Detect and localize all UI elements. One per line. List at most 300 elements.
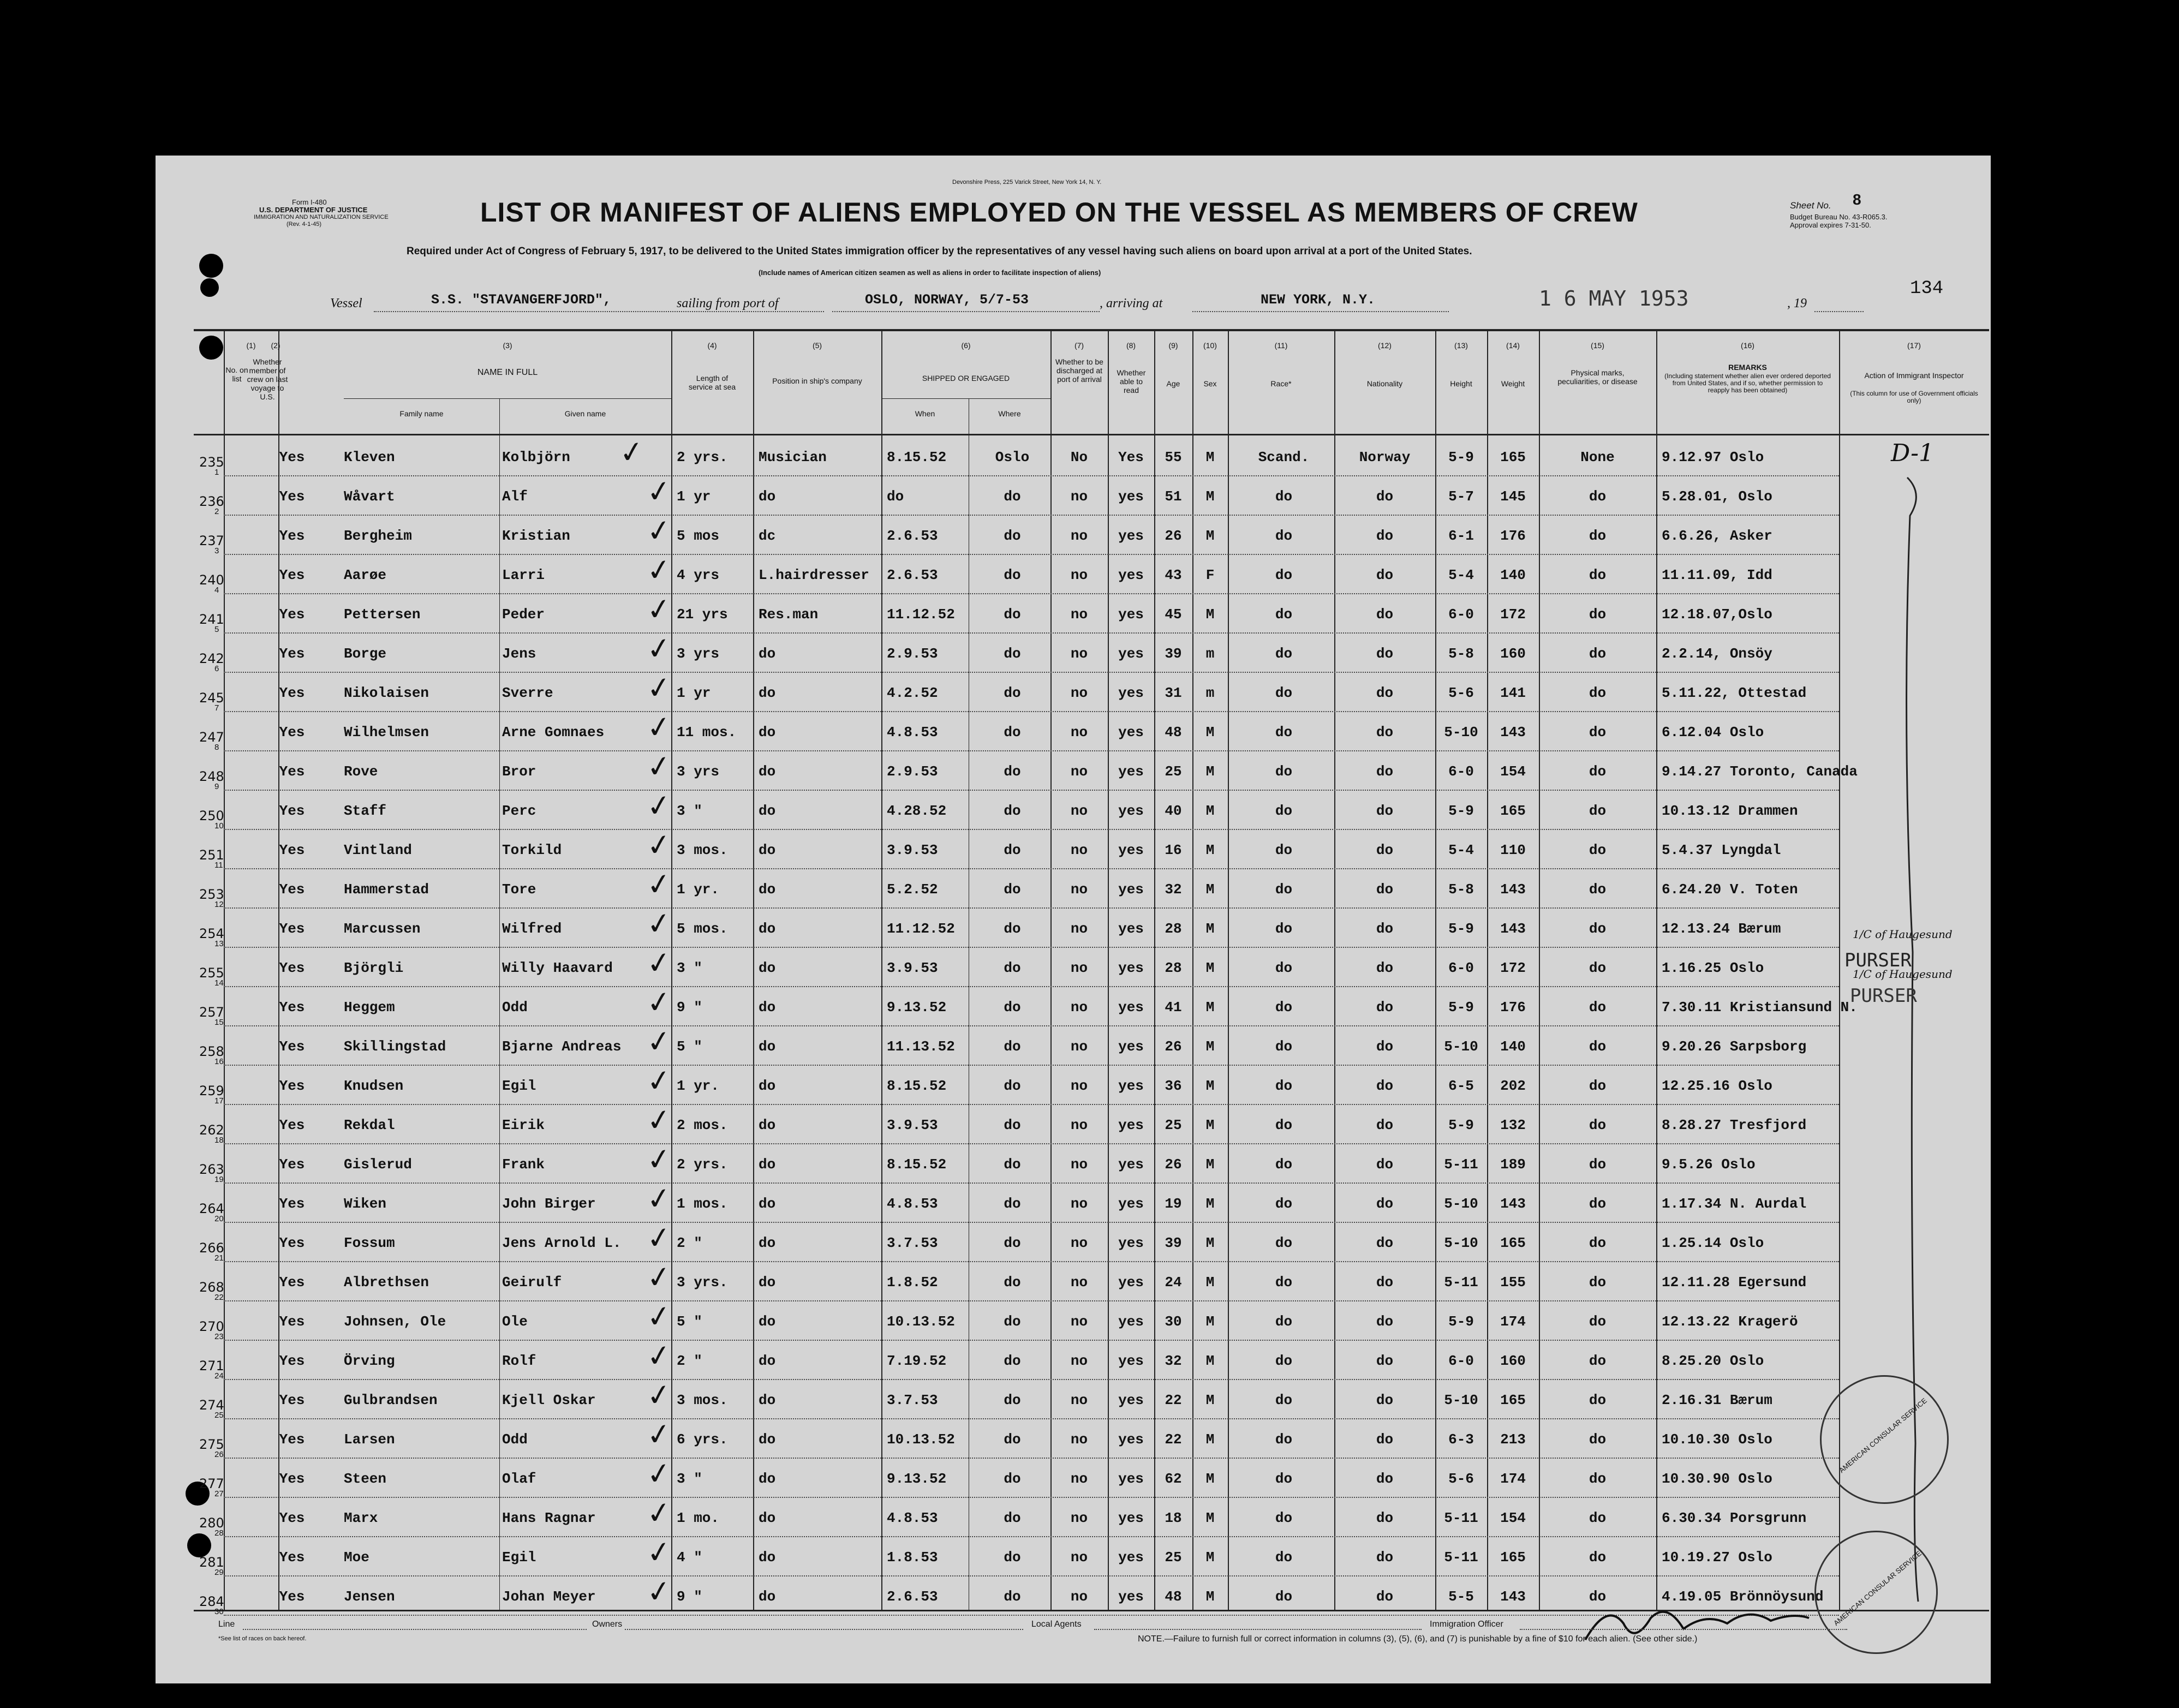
cell-race: do: [1275, 803, 1293, 819]
cell-family: Skillingstad: [344, 1038, 446, 1055]
cell-given: Kolbjörn: [502, 449, 570, 465]
printer-line: Devonshire Press, 225 Varick Street, New York 14, N. Y.: [952, 179, 1102, 186]
cell-remarks: 10.30.90 Oslo: [1662, 1471, 1772, 1487]
cell-where: do: [1004, 1471, 1021, 1487]
cell-nationality: do: [1376, 528, 1394, 544]
cell-discharged: no: [1070, 646, 1088, 662]
page-number: 134: [1910, 278, 1944, 299]
cell-member: Yes: [279, 646, 305, 662]
cell-height: 5-9: [1448, 999, 1474, 1016]
cell-family: Moe: [344, 1549, 369, 1566]
cell-age: 45: [1165, 606, 1182, 623]
row-line-number: 17: [214, 1096, 224, 1106]
cell-family: Heggem: [344, 999, 395, 1016]
checkmark-icon: ✓: [644, 669, 674, 707]
cell-read: yes: [1118, 724, 1144, 740]
cell-sex: M: [1205, 1431, 1215, 1448]
row-line-number: 14: [214, 978, 224, 988]
cell-position: do: [759, 960, 776, 976]
cell-service: 1 yr.: [677, 881, 720, 898]
cell-where: do: [1004, 842, 1021, 858]
checkmark-icon: ✓: [644, 1376, 674, 1414]
cell-where: do: [1004, 1353, 1021, 1369]
cell-race: do: [1275, 1549, 1293, 1566]
cell-member: Yes: [279, 1117, 305, 1133]
cell-member: Yes: [279, 488, 305, 505]
row-line-number: 2: [214, 507, 219, 516]
cell-when: 2.6.53: [887, 528, 938, 544]
cell-position: do: [759, 1313, 776, 1330]
cell-where: do: [1004, 1313, 1021, 1330]
row-line-number: 12: [214, 900, 224, 909]
cell-weight: 172: [1500, 960, 1526, 976]
cell-race: do: [1275, 1078, 1293, 1094]
cell-position: do: [759, 999, 776, 1016]
arrival-date-stamp: 1 6 MAY 1953: [1539, 286, 1689, 310]
cell-position: do: [759, 646, 776, 662]
cell-when: do: [887, 488, 904, 505]
cell-position: do: [759, 1510, 776, 1526]
arrival-underline: [1192, 311, 1449, 312]
checkmark-icon: ✓: [644, 865, 674, 903]
cell-age: 25: [1165, 763, 1182, 780]
cell-given: Hans Ragnar: [502, 1510, 596, 1526]
cell-member: Yes: [279, 1156, 305, 1173]
row-list-number: 284: [199, 1594, 224, 1609]
cell-service: 1 yr: [677, 488, 711, 505]
cell-race: do: [1275, 1274, 1293, 1291]
cell-when: 10.13.52: [887, 1431, 955, 1448]
cell-height: 5-11: [1444, 1156, 1478, 1173]
row-line-number: 19: [214, 1175, 224, 1184]
table-row: [156, 1140, 1991, 1186]
row-divider: [224, 868, 1839, 869]
cell-race: do: [1275, 842, 1293, 858]
cell-remarks: 1.25.14 Oslo: [1662, 1235, 1764, 1251]
cell-member: Yes: [279, 881, 305, 898]
cell-when: 3.7.53: [887, 1235, 938, 1251]
cell-nationality: do: [1376, 803, 1394, 819]
cell-member: Yes: [279, 842, 305, 858]
cell-marks: do: [1589, 567, 1607, 583]
checkmark-icon: ✓: [644, 551, 674, 589]
cell-height: 5-6: [1448, 1471, 1474, 1487]
cell-read: yes: [1118, 960, 1144, 976]
cell-weight: 160: [1500, 1353, 1526, 1369]
cell-when: 3.9.53: [887, 842, 938, 858]
footer-line: Line: [218, 1620, 235, 1629]
cell-sex: M: [1205, 1274, 1215, 1291]
col5-number: (5): [812, 341, 822, 350]
cell-given: Kristian: [502, 528, 570, 544]
cell-when: 2.6.53: [887, 567, 938, 583]
cell-discharged: no: [1070, 1313, 1088, 1330]
cell-age: 39: [1165, 1235, 1182, 1251]
cell-position: do: [759, 1196, 776, 1212]
row-divider: [224, 947, 1839, 948]
cell-height: 6-3: [1448, 1431, 1474, 1448]
row-list-number: 250: [199, 808, 224, 823]
cell-sex: M: [1205, 488, 1215, 505]
cell-age: 32: [1165, 881, 1182, 898]
cell-marks: do: [1589, 1510, 1607, 1526]
cell-when: 2.6.53: [887, 1588, 938, 1605]
cell-height: 5-8: [1448, 646, 1474, 662]
cell-sex: M: [1205, 881, 1215, 898]
cell-height: 5-6: [1448, 685, 1474, 701]
cell-member: Yes: [279, 449, 305, 465]
row-list-number: 266: [199, 1240, 224, 1256]
col3-number: (3): [503, 341, 512, 350]
checkmark-icon: ✓: [644, 1219, 674, 1257]
cell-when: 8.15.52: [887, 1156, 947, 1173]
cell-sex: m: [1205, 685, 1215, 701]
cell-service: 6 yrs.: [677, 1431, 728, 1448]
cell-marks: do: [1589, 646, 1607, 662]
table-row: [156, 826, 1991, 871]
cell-position: do: [759, 763, 776, 780]
row-line-number: 9: [214, 782, 219, 791]
col6-number: (6): [961, 341, 971, 350]
cell-marks: do: [1589, 606, 1607, 623]
cell-marks: do: [1589, 1196, 1607, 1212]
row-list-number: 257: [199, 1005, 224, 1020]
checkmark-icon: ✓: [644, 944, 674, 982]
cell-marks: do: [1589, 1156, 1607, 1173]
cell-nationality: do: [1376, 960, 1394, 976]
cell-remarks: 9.12.97 Oslo: [1662, 449, 1764, 465]
cell-family: Gislerud: [344, 1156, 412, 1173]
row-divider: [224, 750, 1839, 751]
cell-read: yes: [1118, 1471, 1144, 1487]
table-row: [156, 433, 1991, 479]
checkmark-icon: ✓: [644, 1416, 674, 1453]
checkmark-icon: ✓: [644, 905, 674, 942]
year-underline: [1814, 311, 1864, 312]
cell-remarks: 9.20.26 Sarpsborg: [1662, 1038, 1807, 1055]
col-header-family: Family name: [399, 409, 444, 418]
cell-marks: do: [1589, 1313, 1607, 1330]
cell-family: Aarøe: [344, 567, 387, 583]
cell-when: 4.8.53: [887, 1196, 938, 1212]
cell-read: yes: [1118, 685, 1144, 701]
cell-position: L.hairdresser: [759, 567, 869, 583]
cell-remarks: 9.5.26 Oslo: [1662, 1156, 1756, 1173]
cell-height: 6-1: [1448, 528, 1474, 544]
cell-height: 5-10: [1444, 1392, 1478, 1408]
cell-where: do: [1004, 1196, 1021, 1212]
cell-service: 1 yr.: [677, 1078, 720, 1094]
vessel-label: Vessel: [330, 296, 362, 310]
col4-number: (4): [707, 341, 717, 350]
cell-service: 3 yrs: [677, 646, 720, 662]
cell-member: Yes: [279, 1549, 305, 1566]
cell-service: 9 ": [677, 999, 702, 1016]
cell-given: Egil: [502, 1078, 536, 1094]
row-line-number: 23: [214, 1332, 224, 1341]
cell-given: Larri: [502, 567, 545, 583]
cell-given: Eirik: [502, 1117, 545, 1133]
cell-discharged: no: [1070, 724, 1088, 740]
cell-age: 28: [1165, 921, 1182, 937]
checkmark-icon: ✓: [644, 1180, 674, 1217]
cell-height: 5-9: [1448, 803, 1474, 819]
cell-remarks: 5.28.01, Oslo: [1662, 488, 1772, 505]
row-divider: [224, 1143, 1839, 1144]
cell-race: do: [1275, 921, 1293, 937]
cell-age: 48: [1165, 724, 1182, 740]
checkmark-icon: ✓: [644, 826, 674, 864]
col-header-no: No. on list: [225, 366, 248, 383]
cell-discharged: no: [1070, 1078, 1088, 1094]
cell-age: 19: [1165, 1196, 1182, 1212]
cell-where: do: [1004, 1431, 1021, 1448]
cell-weight: 174: [1500, 1313, 1526, 1330]
cell-read: yes: [1118, 1431, 1144, 1448]
row-line-number: 10: [214, 821, 224, 831]
table-row: [156, 944, 1991, 989]
cell-sex: M: [1205, 1588, 1215, 1605]
checkmark-icon: ✓: [644, 1494, 674, 1532]
cell-age: 26: [1165, 528, 1182, 544]
cell-age: 18: [1165, 1510, 1182, 1526]
fine-note: NOTE.—Failure to furnish full or correct information in columns (3), (5), (6), and (7) is punishable by a fine of $10 for each alien. (See other side.): [1138, 1634, 1698, 1644]
cell-when: 9.13.52: [887, 1471, 947, 1487]
col17-number: (17): [1907, 341, 1921, 350]
cell-discharged: no: [1070, 842, 1088, 858]
cell-nationality: do: [1376, 1117, 1394, 1133]
table-row: [156, 512, 1991, 557]
cell-where: do: [1004, 1588, 1021, 1605]
cell-where: do: [1004, 488, 1021, 505]
cell-given: Perc: [502, 803, 536, 819]
cell-age: 25: [1165, 1117, 1182, 1133]
cell-service: 5 ": [677, 1038, 702, 1055]
table-row: [156, 1455, 1991, 1500]
cell-read: yes: [1118, 528, 1144, 544]
cell-read: yes: [1118, 1510, 1144, 1526]
footer-local-agents: Local Agents: [1031, 1620, 1082, 1629]
checkmark-icon: ✓: [644, 983, 674, 1021]
cell-where: do: [1004, 1235, 1021, 1251]
cell-where: do: [1004, 1549, 1021, 1566]
cell-family: Larsen: [344, 1431, 395, 1448]
table-row: [156, 1219, 1991, 1264]
cell-marks: do: [1589, 1588, 1607, 1605]
checkmark-icon: ✓: [644, 1533, 674, 1571]
row-list-number: 264: [199, 1201, 224, 1216]
cell-remarks: 12.13.22 Kragerö: [1662, 1313, 1798, 1330]
cell-member: Yes: [279, 1313, 305, 1330]
cell-marks: do: [1589, 1392, 1607, 1408]
cell-when: 9.13.52: [887, 999, 947, 1016]
row-divider: [224, 672, 1839, 673]
cell-marks: do: [1589, 921, 1607, 937]
row-list-number: 253: [199, 887, 224, 902]
cell-when: 11.13.52: [887, 1038, 955, 1055]
cell-member: Yes: [279, 1078, 305, 1094]
row-list-number: 245: [199, 690, 224, 706]
table-row: [156, 1258, 1991, 1304]
cell-height: 6-0: [1448, 1353, 1474, 1369]
cell-family: Gulbrandsen: [344, 1392, 438, 1408]
footer-immigration-officer: Immigration Officer: [1430, 1620, 1503, 1629]
cell-service: 11 mos.: [677, 724, 737, 740]
year-label: , 19: [1787, 296, 1807, 310]
cell-family: Steen: [344, 1471, 387, 1487]
cell-when: 3.9.53: [887, 1117, 938, 1133]
cell-weight: 143: [1500, 1588, 1526, 1605]
col-header-action-sub: (This column for use of Government officials only): [1850, 390, 1978, 404]
cell-discharged: no: [1070, 528, 1088, 544]
row-divider: [224, 1300, 1839, 1301]
cell-weight: 155: [1500, 1274, 1526, 1291]
cell-age: 28: [1165, 960, 1182, 976]
cell-sex: M: [1205, 1353, 1215, 1369]
cell-nationality: do: [1376, 646, 1394, 662]
cell-age: 30: [1165, 1313, 1182, 1330]
cell-where: do: [1004, 528, 1021, 544]
cell-nationality: do: [1376, 1471, 1394, 1487]
cell-remarks: 10.10.30 Oslo: [1662, 1431, 1772, 1448]
page-title: LIST OR MANIFEST OF ALIENS EMPLOYED ON THE VESSEL AS MEMBERS OF CREW: [480, 197, 1638, 228]
row-line-number: 4: [214, 586, 219, 595]
row-divider: [224, 593, 1839, 594]
row-list-number: 270: [199, 1319, 224, 1334]
cell-race: do: [1275, 528, 1293, 544]
cell-nationality: do: [1376, 1510, 1394, 1526]
cell-height: 5-11: [1444, 1274, 1478, 1291]
row-list-number: 248: [199, 769, 224, 784]
checkmark-icon: ✓: [644, 787, 674, 825]
cell-when: 4.8.53: [887, 1510, 938, 1526]
checkmark-icon: ✓: [644, 708, 674, 746]
row-line-number: 21: [214, 1253, 224, 1263]
handwritten-note-2: 1/C of Haugesund: [1853, 968, 1953, 981]
cell-nationality: do: [1376, 842, 1394, 858]
cell-nationality: do: [1376, 763, 1394, 780]
cell-family: Wåvart: [344, 488, 395, 505]
cell-weight: 160: [1500, 646, 1526, 662]
cell-where: do: [1004, 567, 1021, 583]
cell-service: 1 yr: [677, 685, 711, 701]
vessel-name: S.S. "STAVANGERFJORD",: [431, 292, 612, 308]
cell-given: Sverre: [502, 685, 553, 701]
cell-when: 11.12.52: [887, 606, 955, 623]
cell-discharged: no: [1070, 999, 1088, 1016]
cell-where: do: [1004, 1038, 1021, 1055]
cell-discharged: no: [1070, 1156, 1088, 1173]
cell-height: 5-9: [1448, 449, 1474, 465]
row-divider: [224, 1458, 1839, 1459]
row-line-number: 11: [214, 861, 223, 870]
table-row: [156, 669, 1991, 714]
cell-given: Tore: [502, 881, 536, 898]
table-top-border: [194, 329, 1989, 331]
cell-race: do: [1275, 1392, 1293, 1408]
cell-member: Yes: [279, 1471, 305, 1487]
cell-family: Hammerstad: [344, 881, 429, 898]
cell-when: 4.2.52: [887, 685, 938, 701]
cell-remarks: 10.13.12 Drammen: [1662, 803, 1798, 819]
cell-weight: 174: [1500, 1471, 1526, 1487]
row-line-number: 18: [214, 1136, 224, 1145]
cell-family: Pettersen: [344, 606, 421, 623]
col9-number: (9): [1168, 341, 1178, 350]
cell-family: Örving: [344, 1353, 395, 1369]
cell-weight: 176: [1500, 528, 1526, 544]
row-line-number: 3: [214, 546, 219, 556]
cell-nationality: do: [1376, 606, 1394, 623]
cell-given: Wilfred: [502, 921, 562, 937]
table-row: [156, 590, 1991, 636]
cell-sex: M: [1205, 1235, 1215, 1251]
cell-height: 5-9: [1448, 1117, 1474, 1133]
vessel-underline: [374, 311, 824, 312]
checkmark-icon: ✓: [644, 1258, 674, 1296]
cell-marks: None: [1580, 449, 1615, 465]
cell-marks: do: [1589, 1235, 1607, 1251]
cell-nationality: do: [1376, 685, 1394, 701]
row-divider: [224, 829, 1839, 830]
cell-where: do: [1004, 1510, 1021, 1526]
cell-when: 1.8.53: [887, 1549, 938, 1566]
cell-position: do: [759, 724, 776, 740]
cell-when: 11.12.52: [887, 921, 955, 937]
cell-marks: do: [1589, 1274, 1607, 1291]
row-divider: [224, 475, 1839, 476]
cell-weight: 143: [1500, 724, 1526, 740]
port-underline: [832, 311, 1100, 312]
cell-read: yes: [1118, 1353, 1144, 1369]
cell-marks: do: [1589, 881, 1607, 898]
col-header-remarks-sub: (Including statement whether alien ever ordered deported from United States, and if so, whether permission to reapply has been obtained): [1664, 372, 1831, 394]
cell-service: 2 yrs.: [677, 449, 728, 465]
cell-service: 4 yrs: [677, 567, 720, 583]
cell-member: Yes: [279, 685, 305, 701]
cell-position: do: [759, 1117, 776, 1133]
cell-marks: do: [1589, 1038, 1607, 1055]
cell-given: Ole: [502, 1313, 528, 1330]
cell-when: 8.15.52: [887, 1078, 947, 1094]
cell-height: 5-4: [1448, 567, 1474, 583]
cell-race: do: [1275, 1117, 1293, 1133]
cell-race: do: [1275, 1196, 1293, 1212]
cell-age: 26: [1165, 1156, 1182, 1173]
cell-service: 2 ": [677, 1235, 702, 1251]
checkmark-icon: ✓: [644, 1062, 674, 1100]
cell-read: yes: [1118, 999, 1144, 1016]
cell-height: 5-4: [1448, 842, 1474, 858]
checkmark-icon: ✓: [644, 512, 674, 550]
cell-when: 1.8.52: [887, 1274, 938, 1291]
cell-height: 5-11: [1444, 1549, 1478, 1566]
cell-weight: 141: [1500, 685, 1526, 701]
budget-number: Budget Bureau No. 43-R065.3.: [1790, 213, 1888, 221]
checkmark-icon: ✓: [644, 590, 674, 628]
cell-service: 4 ": [677, 1549, 702, 1566]
purser-stamp-2: PURSER: [1850, 985, 1917, 1007]
cell-member: Yes: [279, 763, 305, 780]
cell-where: do: [1004, 960, 1021, 976]
col10-number: (10): [1203, 341, 1217, 350]
cell-race: do: [1275, 999, 1293, 1016]
row-line-number: 28: [214, 1528, 224, 1538]
cell-position: do: [759, 1392, 776, 1408]
cell-sex: M: [1205, 1392, 1215, 1408]
cell-remarks: 8.28.27 Tresfjord: [1662, 1117, 1807, 1133]
row-list-number: 271: [199, 1358, 224, 1373]
